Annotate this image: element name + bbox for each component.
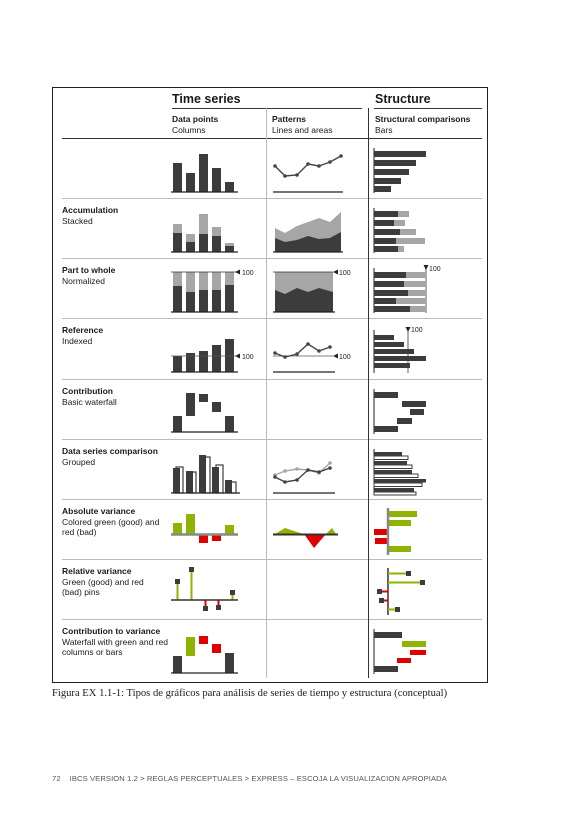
chart-columns-normalized — [168, 262, 264, 316]
col-title-structural: Structural comparisons — [375, 114, 471, 124]
chart-bars-waterfall — [372, 383, 480, 437]
marker-100: 100 — [339, 270, 351, 277]
grid-col-divider-structure — [368, 108, 369, 678]
grid-row-divider — [62, 619, 482, 620]
chart-columns-absolute-variance — [168, 503, 264, 557]
footer-breadcrumb: IBCS VERSION 1.2 > REGLAS PERCEPTUALES > EXPRESS – ESCOJA LA VISUALIZACION APROPIADA — [69, 774, 447, 783]
chart-line-indexed — [270, 322, 364, 376]
chart-line-basic — [270, 142, 364, 196]
chart-columns-stacked — [168, 202, 264, 256]
row-label-accumulation: Accumulation Stacked — [62, 205, 119, 226]
header-rule-time-series — [172, 108, 362, 109]
col-sub-bars: Bars — [375, 125, 393, 135]
grid-row-divider — [62, 559, 482, 560]
chart-columns-basic — [168, 142, 264, 196]
marker-100: 100 — [429, 266, 441, 273]
grid-col-divider — [266, 108, 267, 678]
row-label-data-series-comparison: Data series comparison Grouped — [62, 446, 158, 467]
chart-area-normalized — [270, 262, 364, 316]
marker-100: 100 — [339, 354, 351, 361]
grid-row-divider — [62, 318, 482, 319]
chart-bars-normalized — [372, 262, 480, 316]
chart-bars-basic — [372, 142, 480, 196]
chart-columns-waterfall — [168, 383, 264, 437]
col-sub-lines-areas: Lines and areas — [272, 125, 333, 135]
marker-100: 100 — [242, 354, 254, 361]
chart-bars-absolute-variance — [372, 503, 480, 557]
header-structure: Structure — [375, 92, 431, 106]
chart-columns-grouped — [168, 443, 264, 497]
col-title-data-points: Data points — [172, 114, 219, 124]
chart-columns-relative-variance — [168, 563, 264, 617]
chart-columns-indexed — [168, 322, 264, 376]
chart-bars-variance-waterfall — [372, 623, 480, 677]
chart-area-absolute-variance — [270, 503, 364, 557]
row-label-relative-variance: Relative variance Green (good) and red (bad) pins — [62, 566, 144, 597]
figure-caption: Figura EX 1.1-1: Tipos de gráficos para análisis de series de tiempo y estructura (conceptual) — [52, 688, 448, 699]
row-label-part-to-whole: Part to whole Normalized — [62, 265, 116, 286]
chart-bars-relative-variance — [372, 563, 480, 617]
page-number: 72 — [52, 774, 61, 783]
chart-bars-indexed — [372, 322, 480, 376]
grid-row-divider — [62, 439, 482, 440]
chart-area-stacked — [270, 202, 364, 256]
page-footer — [52, 774, 456, 783]
chart-columns-variance-waterfall — [168, 623, 264, 677]
col-title-patterns: Patterns — [272, 114, 307, 124]
grid-row-divider — [62, 258, 482, 259]
row-label-reference: Reference Indexed — [62, 325, 104, 346]
chart-line-grouped — [270, 443, 364, 497]
chart-bars-stacked — [372, 202, 480, 256]
grid-top-rule — [62, 138, 482, 139]
row-label-contribution: Contribution Basic waterfall — [62, 386, 117, 407]
chart-bars-grouped — [372, 443, 480, 497]
grid-row-divider — [62, 499, 482, 500]
marker-100: 100 — [242, 270, 254, 277]
col-sub-columns: Columns — [172, 125, 206, 135]
header-rule-structure — [374, 108, 482, 109]
header-time-series: Time series — [172, 92, 241, 106]
grid-row-divider — [62, 379, 482, 380]
marker-100: 100 — [411, 327, 423, 334]
grid-row-divider — [62, 198, 482, 199]
row-label-contribution-to-variance: Contribution to variance Waterfall with green and red columns or bars — [62, 626, 168, 657]
row-label-absolute-variance: Absolute variance Colored green (good) and red (bad) — [62, 506, 160, 537]
